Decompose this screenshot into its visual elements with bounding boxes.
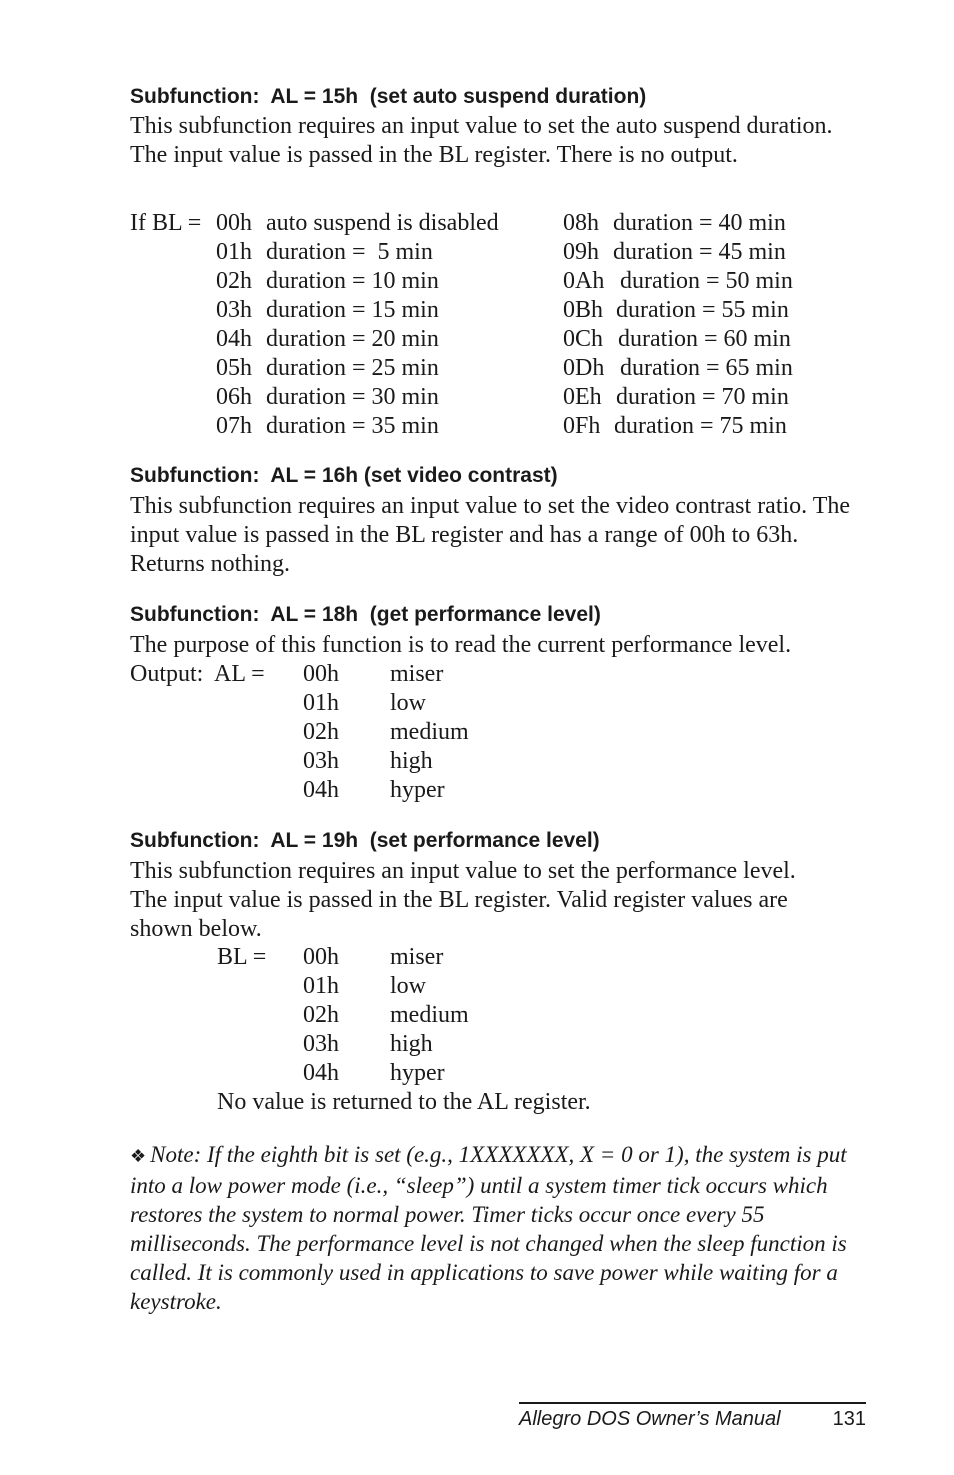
code-cell: 04h: [303, 1060, 339, 1086]
desc-cell: auto suspend is disabled: [266, 210, 499, 236]
code-cell: 07h: [216, 413, 252, 439]
code-cell: 05h: [216, 355, 252, 381]
desc-cell: low: [390, 690, 426, 716]
code-cell: 0Dh: [563, 355, 605, 381]
desc-cell: high: [390, 1031, 433, 1057]
section-heading-18h: Subfunction: AL = 18h (get performance level): [130, 603, 601, 626]
code-cell: 01h: [303, 690, 339, 716]
desc-cell: duration = 15 min: [266, 297, 439, 323]
sleep-mode-note: [130, 1140, 865, 1316]
desc-cell: miser: [390, 944, 444, 970]
code-cell: 0Ah: [563, 268, 605, 294]
code-cell: 0Fh: [563, 413, 601, 439]
code-cell: 02h: [216, 268, 252, 294]
desc-cell: duration = 75 min: [614, 413, 787, 439]
desc-cell: duration = 5 min: [266, 239, 433, 265]
desc-cell: duration = 50 min: [620, 268, 793, 294]
code-cell: 03h: [303, 748, 339, 774]
code-cell: 04h: [216, 326, 252, 352]
code-cell: 0Eh: [563, 384, 602, 410]
section-body-15h: This subfunction requires an input value to set the auto suspend duration. The input value is passed in the BL register. There is no output.: [130, 113, 833, 168]
desc-cell: duration = 20 min: [266, 326, 439, 352]
code-cell: 09h: [563, 239, 599, 265]
code-cell: 00h: [303, 661, 339, 687]
table-prefix-label: If BL =: [130, 210, 202, 236]
desc-cell: duration = 65 min: [620, 355, 793, 381]
code-cell: 00h: [303, 944, 339, 970]
no-return-value-text: No value is returned to the AL register.: [217, 1089, 591, 1115]
desc-cell: duration = 30 min: [266, 384, 439, 410]
page-number: 131: [832, 1408, 866, 1430]
desc-cell: medium: [390, 1002, 469, 1028]
desc-cell: duration = 35 min: [266, 413, 439, 439]
desc-cell: duration = 25 min: [266, 355, 439, 381]
table-prefix-label: Output: AL =: [130, 661, 265, 687]
desc-cell: duration = 10 min: [266, 268, 439, 294]
footer-manual-title: Allegro DOS Owner’s Manual: [519, 1408, 781, 1430]
note-text: Note: If the eighth bit is set (e.g., 1XXXXXXX, X = 0 or 1), the system is put into a low power mode (i.e., “sleep”) until a system timer tick occurs which restores the system to normal power. Timer ticks occur once every 55 milliseconds. The performance level is not changed when the sleep function is called. It is commonly used in applications to save power while waiting for a keystroke.: [130, 1142, 847, 1314]
code-cell: 03h: [216, 297, 252, 323]
code-cell: 01h: [216, 239, 252, 265]
section-body-19h: This subfunction requires an input value to set the performance level. The input value is passed in the BL register. Valid register values are shown below.: [130, 858, 796, 942]
section-heading-19h: Subfunction: AL = 19h (set performance level): [130, 829, 600, 852]
desc-cell: duration = 40 min: [613, 210, 786, 236]
section-heading-15h: Subfunction: AL = 15h (set auto suspend duration): [130, 85, 647, 108]
code-cell: 04h: [303, 777, 339, 803]
section-body-18h: The purpose of this function is to read the current performance level.: [130, 632, 792, 658]
desc-cell: duration = 45 min: [613, 239, 786, 265]
code-cell: 0Bh: [563, 297, 604, 323]
diamond-bullet-icon: ❖: [130, 1146, 147, 1166]
code-cell: 00h: [216, 210, 252, 236]
section-body-16h: This subfunction requires an input value to set the video contrast ratio. The input value is passed in the BL register and has a range of 00h to 63h. Returns nothing.: [130, 493, 851, 577]
desc-cell: miser: [390, 661, 444, 687]
code-cell: 01h: [303, 973, 339, 999]
desc-cell: low: [390, 973, 426, 999]
table-prefix-label: BL =: [217, 944, 267, 970]
code-cell: 02h: [303, 1002, 339, 1028]
code-cell: 06h: [216, 384, 252, 410]
desc-cell: medium: [390, 719, 469, 745]
desc-cell: duration = 55 min: [616, 297, 789, 323]
footer-rule: [519, 1402, 866, 1404]
code-cell: 08h: [563, 210, 599, 236]
page-footer: [519, 1406, 866, 1432]
desc-cell: duration = 60 min: [618, 326, 791, 352]
desc-cell: hyper: [390, 1060, 445, 1086]
desc-cell: hyper: [390, 777, 445, 803]
desc-cell: duration = 70 min: [616, 384, 789, 410]
section-heading-16h: Subfunction: AL = 16h (set video contrast): [130, 464, 558, 487]
code-cell: 03h: [303, 1031, 339, 1057]
code-cell: 0Ch: [563, 326, 604, 352]
code-cell: 02h: [303, 719, 339, 745]
desc-cell: high: [390, 748, 433, 774]
